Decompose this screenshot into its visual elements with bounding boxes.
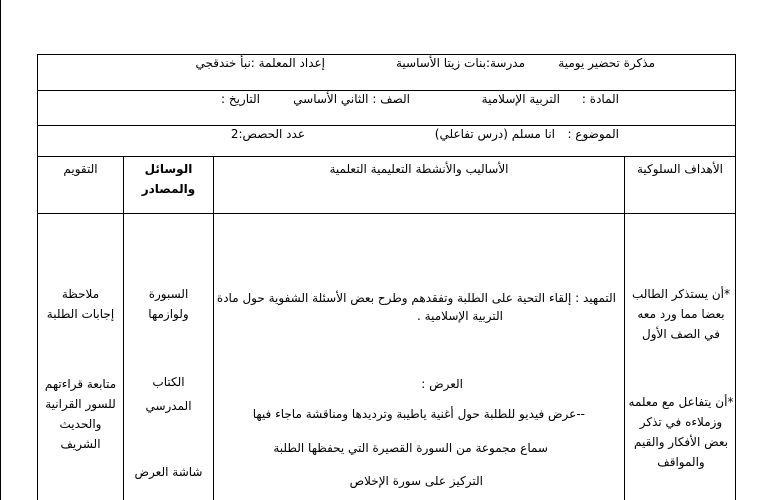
- header-row-school: [37, 54, 736, 91]
- periods-count: عدد الحصص:2: [230, 127, 305, 141]
- activity-step: سماع مجموعة من السورة القصيرة التي يحفظها الطلبة: [273, 441, 548, 455]
- objective-item: [625, 392, 737, 472]
- activity-step: التركيز على سورة الإخلاص: [349, 474, 483, 488]
- objective-line: بعضا مما ورد معه: [637, 307, 725, 321]
- resource-line: ولوازمها: [148, 307, 189, 321]
- column-divider: [213, 157, 214, 500]
- intro-line: التمهيد : إلقاء التحية على الطلبة وتفقدهم وطرح بعض الأسئلة الشفوية حول مادة: [216, 291, 616, 305]
- topic-value: انا مسلم (درس تفاعلي): [434, 127, 555, 141]
- memo-title: مذكرة تحضير يومية: [558, 56, 655, 70]
- header-row-subject: [37, 90, 736, 126]
- objective-line: في الصف الأول: [642, 327, 720, 341]
- header-row-topic: [37, 125, 736, 157]
- evaluation-line: الشريف: [60, 437, 101, 451]
- grade-value: الصف : الثاني الأساسي: [293, 92, 410, 106]
- resource-line: الكتاب: [152, 375, 185, 389]
- resource-line: السبورة: [148, 287, 189, 301]
- column-resources-heading: [124, 159, 213, 199]
- objective-line: *أن يستذكر الطالب: [631, 287, 730, 301]
- resource-item: [124, 284, 213, 324]
- school-name: مدرسة:بنات زيتا الأساسية: [395, 56, 525, 70]
- objective-line: وزملاءه في تذكر: [639, 415, 723, 429]
- objective-line: بعض الأفكار والقيم: [634, 435, 728, 449]
- evaluation-line: إجابات الطلبة: [46, 307, 115, 321]
- prepared-by: إعداد المعلمة :نبأ خندقجي: [195, 56, 325, 70]
- evaluation-line: متابعة قراءتهم: [44, 377, 117, 391]
- resource-line: المدرسي: [145, 399, 192, 413]
- column-objectives-heading: الأهداف السلوكية: [636, 162, 724, 176]
- objective-line: والمواقف: [657, 455, 705, 469]
- resource-item: شاشة العرض: [134, 465, 203, 479]
- column-methods-heading: الأساليب والأنشطة التعليمية التعلمية: [329, 162, 509, 176]
- evaluation-line: والحديث: [59, 417, 102, 431]
- header-divider: [38, 213, 735, 214]
- date-label: التاريخ :: [220, 92, 260, 106]
- resources-heading-line: الوسائل: [144, 162, 193, 176]
- subject-label: المادة :: [581, 92, 619, 106]
- evaluation-item: [38, 374, 123, 454]
- column-evaluation-heading: التقويم: [63, 162, 98, 176]
- objective-item: [625, 284, 737, 344]
- topic-label: الموضوع :: [567, 127, 619, 141]
- evaluation-line: ملاحظة: [61, 287, 100, 301]
- subject-value: التربية الإسلامية: [481, 92, 560, 106]
- objective-line: *أن يتفاعل مع معلمه: [628, 395, 734, 409]
- activity-step: --عرض فيديو للطلبة حول أغنية ياطيبة وترديدها ومناقشة ماجاء فيها: [252, 407, 585, 421]
- presentation-title: العرض :: [421, 377, 463, 391]
- intro-line: التربية الإسلامية .: [417, 309, 503, 323]
- page-left-edge: [0, 0, 1, 500]
- lesson-table: [37, 156, 736, 500]
- column-divider: [123, 157, 124, 500]
- resource-item: [124, 372, 213, 416]
- evaluation-item: [38, 284, 123, 324]
- evaluation-line: للسور القرانية: [45, 397, 116, 411]
- resources-heading-line: والمصادر: [141, 182, 196, 196]
